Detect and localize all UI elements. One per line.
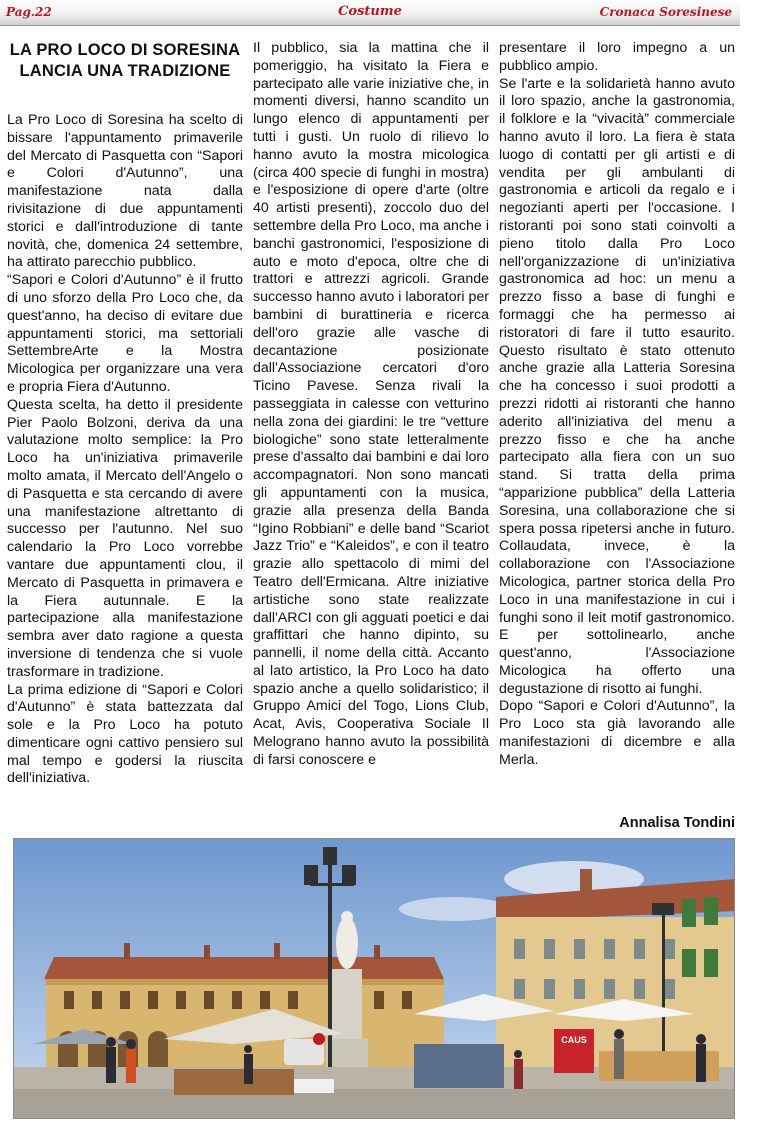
town-square-illustration [14,839,735,1119]
article-column-1 [7,40,243,788]
market-stall [414,1044,504,1088]
paragraph: Questa scelta, ha detto il presidente Pier Paolo Bolzoni, deriva da una valutazione molto semplice: la Pro Loco ha un'iniziativa primaverile molto amata, il Mercato dell'Angelo o di Pasquetta e sta cercando di avere una manifestazione altrettanto di successo per l'autunno. Nel suo calendario la Pro Loco vorrebbe vantare due appuntamenti clou, il Mercato di Pasquetta in primavera e la Fiera autunnale. E la partecipazione alla manifestazione sembra aver dato ragione a questa inversione di tendenza che si vuole trasformare in tradizione. [7,396,243,680]
page-header [0,0,740,26]
paragraph: La Pro Loco di Soresina ha scelto di bissare l'appuntamento primaverile del Mercato di Pasquetta con “Sapori e Colori d'Autunno”, una manifestazione nata dalla rivisitazione di due appuntamenti storici e dall'introduzione di tante novità, che, domenica 24 settembre, ha attirato parecchio pubblico. [7,112,243,271]
statue [336,917,358,969]
paragraph: Se l'arte e la solidarietà hanno avuto il loro spazio, anche la gastronomia, il folklore e la “vivacità” commerciale hanno avuto il loro. La fiera è stata luogo di contatti per gli artisti e di vendita per gli ambulanti di gastronomia e articoli da regalo e i negozianti aperti per l'occasione. I ristoranti poi sono stati coinvolti a pieno titolo dalla Pro Loco nell'organizzazione di un'iniziativa gastronomica ad hoc: un menu a prezzo fisso a base di funghi e formaggi che ha permesso ai ristoratori di fare il tutto esaurito. Questo risultato è stato ottenuto anche grazie alla Latteria Soresina che ha concesso i suoi prodotti a prezzi ridotti ai ristoranti che hanno aderito all'iniziativa del menu a prezzo fisso e che ha anche partecipato alla fiera con un suo stand. Si tratta della prima “apparizione pubblica” della Latteria Soresina, una collaborazione che si spera possa ripetersi anche in futuro. Collaudata, invece, è la collaborazione con l'Associazione Micologica, partner storica della Pro Loco in una manifestazione in cui i funghi sono il leit motif gastronomico. E per sottolinearlo, anche quest'anno, l'Associazione Micologica ha offerto una degustazione di risotto ai funghi. [499,75,735,697]
fair-photo [13,838,735,1119]
author-byline: Annalisa Tondini [619,815,735,831]
article-title-line-1: LA PRO LOCO DI SORESINA [9,41,241,59]
article-title [7,40,243,82]
stand-sign-label: CAUS [561,1035,587,1045]
lamp-post [328,849,332,1069]
paragraph: La prima edizione di “Sapori e Colori d'Autunno” è stata battezzata dal sole e la Pro Loco ha potuto dimenticare ogni cattivo pensiero sul mal tempo e godersi la riuscita dell'iniziativa. [7,681,243,787]
roof-left [44,957,444,979]
article-title-line-2: LANCIA UNA TRADIZIONE [19,62,231,80]
paragraph: Il pubblico, sia la mattina che il pomeriggio, ha visitato la Fiera e partecipato alle varie iniziative che, in momenti diversi, hanno scandito un lungo elenco di appuntamenti per tutti i gusti. Un ruolo di rilievo lo hanno avuto la mostra micologica (circa 400 specie di funghi in mostra) e l'esposizione di opere d'arte (oltre 40 artisti presenti), zoccolo duo del settembre della Pro Loco, ma anche i banchi gastronomici, l'esposizione di auto e moto d'epoca, oltre che di trattori e attrezzi agricoli. Grande successo hanno avuto i laboratori per bambini di burattineria e ricerca dell'oro grazie alle vasche di decantazione posizionate dall'Associazione cercatori d'oro Ticino Pavese. Senza rivali la passeggiata in calesse con vetturino nella zona dei giardini: le tre “vetture biologiche” sono state letteralmente prese d'assalto dai bambini e dai loro accompagnatori. Non sono mancati gli appuntamenti con la musica, grazie alla presenza della Banda “Igino Robbiani” e delle band “Scariot Jazz Trio” e “Kaleidos”, e con il teatro grazie allo spettacolo di mimi del Teatro dell'Ermicana. Altre iniziative artistiche sono state realizzate dall'ARCI con gli agguati poetici e dai graffittari che hanno dipinto, su pannelli, il nome della città. Accanto al lato artistico, la Pro Loco ha dato spazio anche a quello solidaristico; il Gruppo Amici del Togo, Lions Club, Acat, Avis, Cooperativa Sociale Il Melograno hanno avuto la possibilità di farsi conoscere e [253,40,489,768]
page-number: Pag.22 [6,5,52,19]
paragraph: “Sapori e Colori d'Autunno” è il frutto di uno sforzo della Pro Loco che, da quest'anno, ha deciso di evitare due appuntamenti storici, ma settoriali SettembreArte e la Mostra Micologica per organizzare una vera e propria Fiera d'Autunno. [7,272,243,395]
market-stall [174,1069,294,1095]
section-title: Costume [338,4,402,19]
paragraph: presentare il loro impegno a un pubblico ampio. [499,40,735,74]
article-column-2 [253,40,489,770]
cloud [399,897,509,921]
road-sign [313,1033,325,1045]
paragraph: Dopo “Sapori e Colori d'Autunno”, la Pro Loco sta già lavorando alle manifestazioni di dicembre e alla Merla. [499,698,735,768]
publication-name: Cronaca Soresinese [599,5,732,19]
article-column-3 [499,40,735,770]
